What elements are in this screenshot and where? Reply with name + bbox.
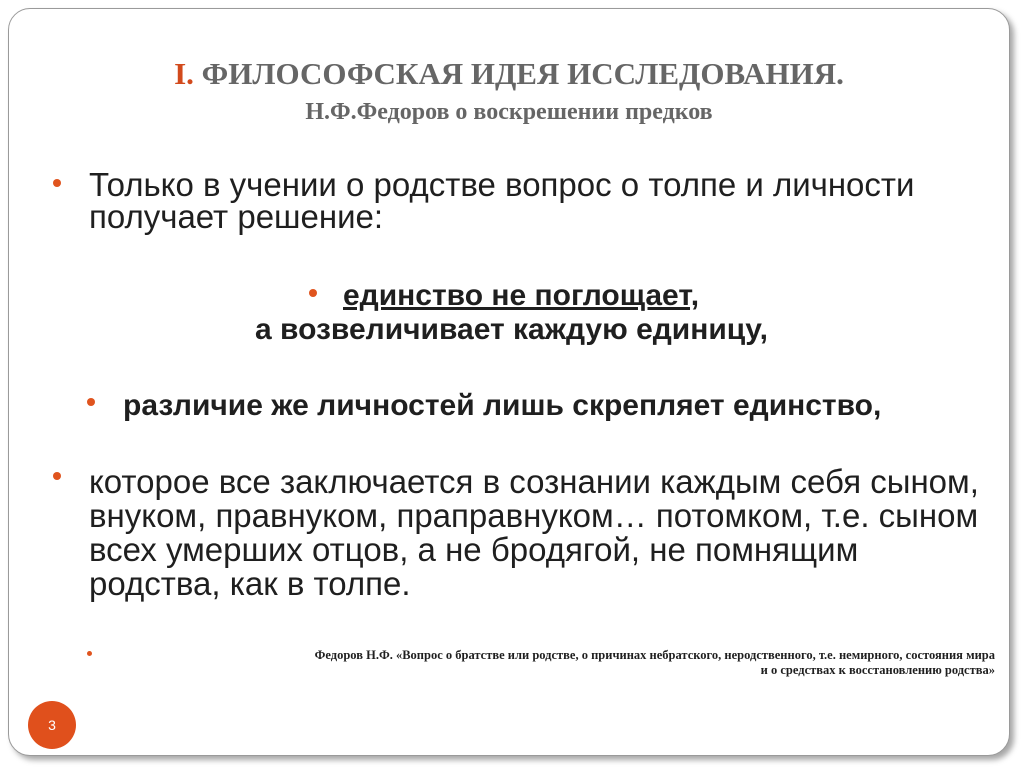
footnote-line-1: Федоров Н.Ф. «Вопрос о братстве или родстве, о причинах небратского, неродственного, т.е. немирного, состояния мира: [314, 648, 995, 662]
bullet-dot-5: [87, 651, 92, 656]
footnote: [129, 648, 995, 678]
paragraph-2: [255, 279, 955, 347]
bullet-dot-1: [53, 179, 61, 187]
page-number-badge: 3: [28, 701, 76, 749]
paragraph-2-line-1: единство не поглощает,: [343, 279, 700, 312]
slide: [8, 8, 1010, 756]
paragraph-2-line-2: а возвеличивает каждую единицу,: [255, 313, 769, 346]
paragraph-3: различие же личностей лишь скрепляет единство,: [123, 389, 882, 422]
slide-title: [9, 55, 1009, 129]
paragraph-1: Только в учении о родстве вопрос о толпе и личности получает решение:: [89, 166, 915, 235]
bullet-dot-3: [87, 398, 95, 406]
paragraph-4: которое все заключается в сознании каждым себя сыном, внуком, правнуком, праправнуком… потомком, т.е. сыном всех умерших отцов, а не бродягой, не помнящим родства, как в толпе.: [89, 463, 979, 602]
footnote-line-2: и о средствах к восстановлению родства»: [760, 663, 995, 677]
title-line-2: Н.Ф.Федоров о воскрешении предков: [305, 99, 713, 125]
title-line-1: [9, 55, 1009, 93]
title-main-text: ФИЛОСОФСКАЯ ИДЕЯ ИССЛЕДОВАНИЯ.: [193, 56, 844, 91]
bullet-dot-4: [53, 472, 61, 480]
title-roman-numeral: I.: [174, 56, 194, 91]
